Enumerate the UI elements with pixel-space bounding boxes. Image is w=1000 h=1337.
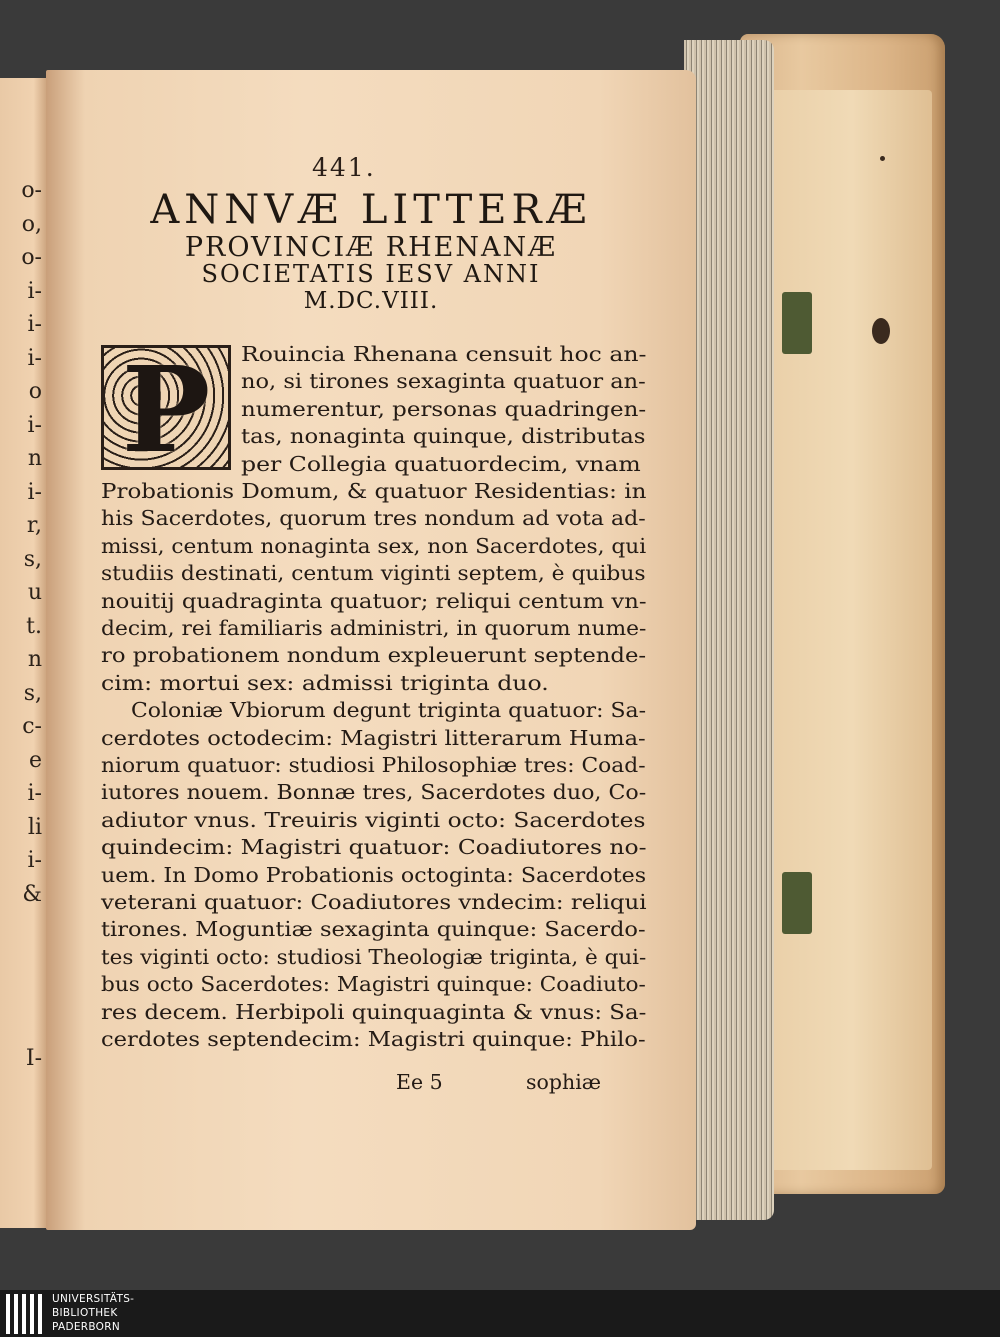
body-line: tas, nonaginta quinque, distributas [241,424,646,449]
left-page-fragment: i- [27,479,42,505]
left-page-fragment: i- [27,781,42,806]
body-line: Coloniæ Vbiorum degunt triginta quatuor: Sa- [131,698,646,723]
left-page-fragment: i- [27,412,42,438]
left-page-fragment: I- [25,1046,42,1071]
title-line-1: ANNVÆ LITTERÆ [150,187,592,233]
left-page-fragment: o [28,379,42,404]
library-footer [0,1290,1000,1337]
left-page-margin [0,78,48,1228]
body-line: quindecim: Magistri quatuor: Coadiutores no- [101,835,647,860]
body-line: per Collegia quatuordecim, vnam [241,451,641,476]
left-page-fragment: t. [26,613,42,639]
left-page-fragment: r, [26,513,42,538]
left-page-fragment: & [22,881,42,907]
tie-strap-upper [782,292,812,354]
library-logo-icon [6,1294,46,1334]
catchword: sophiæ [526,1070,602,1094]
cover-spot [880,156,885,161]
body-line: cerdotes octodecim: Magistri litterarum Huma- [101,725,646,750]
body-line: niorum quatuor: studiosi Philosophiæ tres: Coad- [101,753,646,777]
body-line: veterani quatuor: Coadiutores vndecim: reliqui [101,890,647,914]
body-line: Rouincia Rhenana censuit hoc an- [241,342,647,366]
body-line: his Sacerdotes, quorum tres nondum ad vota ad- [101,506,646,531]
body-line: no, si tirones sexaginta quatuor an- [241,369,646,394]
left-page-fragment: li [27,814,42,840]
left-page-fragment: n [27,446,42,471]
body-line: uem. In Domo Probationis octoginta: Sacerdotes [101,862,647,887]
left-page-fragment: i- [27,312,42,337]
body-line: iutores nouem. Bonnæ tres, Sacerdotes duo, Co- [101,780,647,805]
left-page-fragment: o- [21,178,42,203]
left-page-fragment: c- [22,714,42,739]
page-number: 441. [312,153,376,182]
footer-line-3: PADERBORN [52,1321,120,1333]
left-page-fragment: n [27,647,42,672]
left-page-fragment: i- [27,848,42,873]
body-line: nouitij quadraginta quatuor; reliqui centum vn- [101,588,647,613]
decorated-initial [101,340,231,479]
body-line: ro probationem nondum expleuerunt septende- [101,643,647,668]
body-line: cim: mortui sex: admissi triginta duo. [101,670,549,695]
title-line-3: SOCIETATIS IESV ANNI [201,260,541,288]
initial-letter: P [121,340,211,479]
footer-line-2: BIBLIOTHEK [52,1307,118,1319]
body-line: bus octo Sacerdotes: Magistri quinque: Coadiuto- [101,972,646,997]
left-page-fragment: e [28,747,42,773]
tie-strap-lower [782,872,812,934]
title-line-4: M.DC.VIII. [303,288,439,314]
body-line: decim, rei familiaris administri, in quorum nume- [101,616,647,640]
left-page-fragment: i- [27,278,42,304]
body-line: numerentur, personas quadringen- [241,396,647,421]
cover-hole [872,318,890,344]
body-line: missi, centum nonaginta sex, non Sacerdotes, qui [101,533,647,558]
body-line: tes viginti octo: studiosi Theologiæ triginta, è qui- [101,944,647,969]
left-page-fragment: u [27,580,42,605]
cover-flap [770,90,932,1170]
left-page-fragment: o- [21,245,42,270]
page-edges [684,40,774,1220]
left-page-fragment: o, [21,211,42,237]
body-line: res decem. Herbipoli quinquaginta & vnus: Sa- [101,999,647,1024]
left-page-fragment: i- [27,345,42,371]
body-line: studiis destinati, centum viginti septem, è quibus [101,561,646,586]
footer-line-1: UNIVERSITÄTS- [52,1293,135,1305]
left-page-fragment: s, [23,680,42,706]
signature-mark: Ee 5 [396,1070,443,1094]
book-page [46,70,696,1230]
left-page-fragment: s, [23,546,42,572]
body-line: cerdotes septendecim: Magistri quinque: Philo- [101,1027,646,1051]
body-line: tirones. Moguntiæ sexaginta quinque: Sacerdo- [101,917,646,942]
body-line: adiutor vnus. Treuiris viginti octo: Sacerdotes [101,807,646,832]
title-line-2: PROVINCIÆ RHENANÆ [184,232,558,263]
body-line: Probationis Domum, & quatuor Residentias: in [101,479,647,503]
